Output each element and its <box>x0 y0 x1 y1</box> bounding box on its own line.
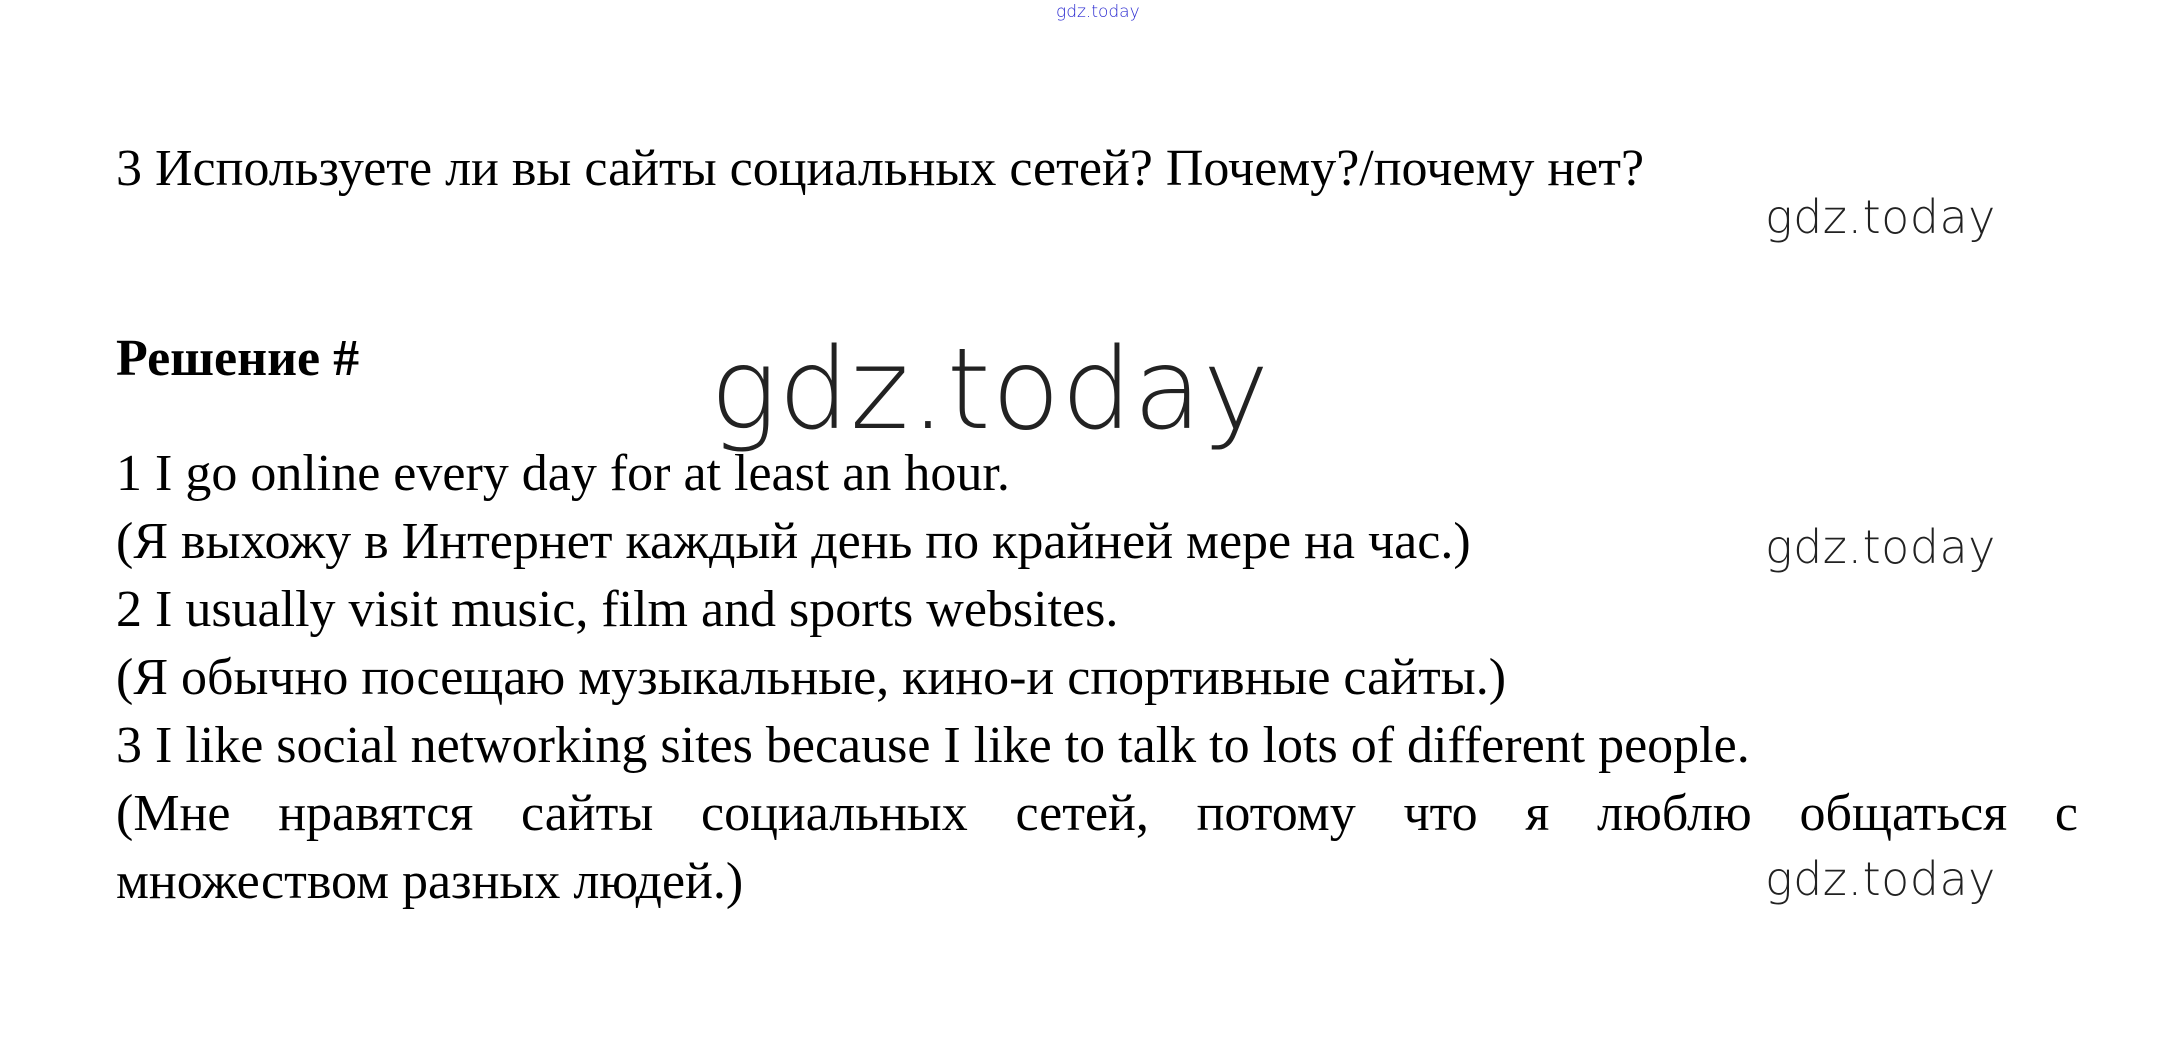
answer-line-5: 3 I like social networking sites because I like to talk to lots of different people. <box>116 717 1750 774</box>
final-translation-line-1: (Мне нравятся сайты социальных сетей, потому что я люблю общаться с <box>116 785 2078 842</box>
watermark-top: gdz.today <box>1056 2 1140 22</box>
watermark-right-3: gdz.today <box>1765 852 1996 906</box>
watermark-right-1: gdz.today <box>1765 190 1996 244</box>
final-translation-line-2: множеством разных людей.) <box>116 853 744 910</box>
solution-heading: Решение # <box>116 330 360 387</box>
answer-line-1: 1 I go online every day for at least an hour. <box>116 445 1010 502</box>
watermark-right-2: gdz.today <box>1765 520 1996 574</box>
question-text: 3 Используете ли вы сайты социальных сетей? Почему?/почему нет? <box>116 140 1645 197</box>
watermark-center: gdz.today <box>710 325 1271 455</box>
answer-line-3: 2 I usually visit music, film and sports websites. <box>116 581 1119 638</box>
answer-line-4: (Я обычно посещаю музыкальные, кино-и спортивные сайты.) <box>116 649 1507 706</box>
answer-line-2: (Я выхожу в Интернет каждый день по крайней мере на час.) <box>116 513 1471 570</box>
